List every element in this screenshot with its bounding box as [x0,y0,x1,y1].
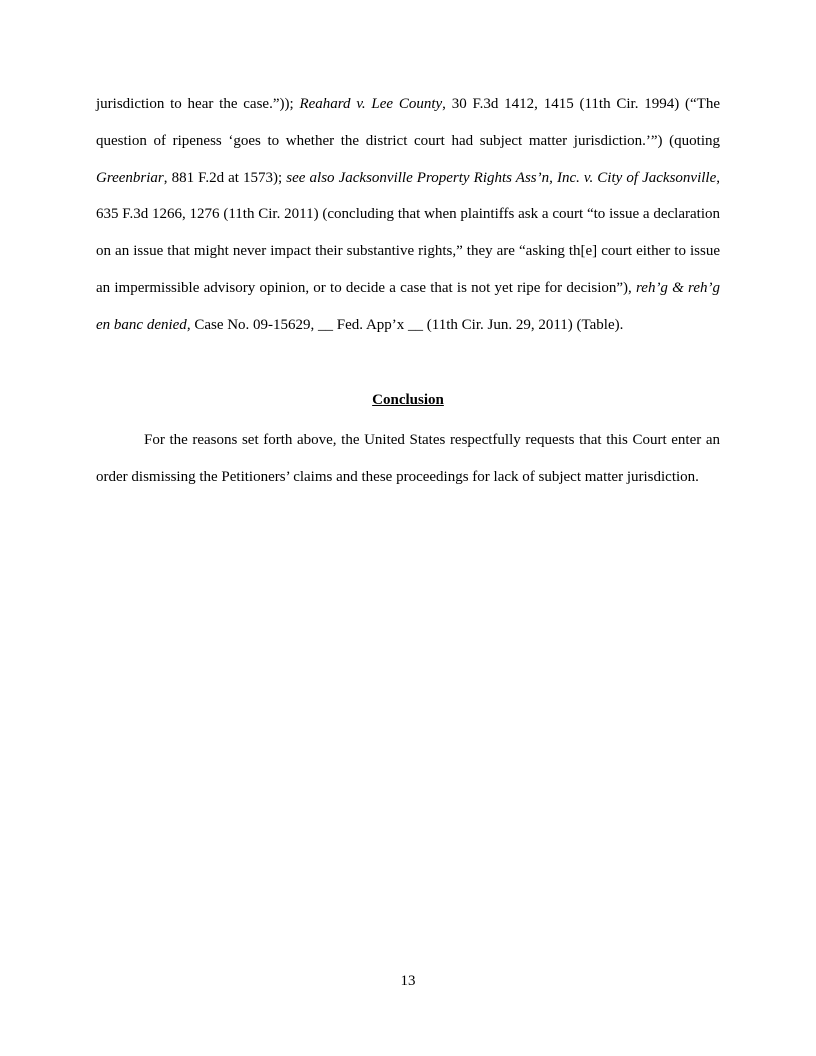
text-run: , Case No. 09-15629, __ Fed. App’x __ (11th Cir. Jun. 29, 2011) (Table). [186,316,624,333]
text-run: , 635 F.3d 1266, 1276 (11th Cir. 2011) (concluding that when plaintiffs ask a court “to issue a declaration on an issue that might never impact their substantive rights,” they are “asking th[e] court either to issue an impermissible advisory opinion, or to decide a case that is not yet ripe for decision”), [96,169,720,296]
section-heading-conclusion: Conclusion [372,392,444,408]
case-name-greenbriar: Greenbriar [96,169,164,186]
procedural-history: reh’g & reh’g en banc denied [96,279,720,333]
body-paragraph-conclusion: For the reasons set forth above, the United States respectfully requests that this Court enter an order dismissing the Petitioners’ claims and these proceedings for lack of subject matter jurisdiction. [96,432,720,485]
body-paragraph-citations [96,86,720,344]
text-run: , 881 F.2d at 1573); [163,169,287,186]
case-name-reahard: Reahard v. Lee County [299,96,443,112]
page-number: 13 [400,973,416,989]
text-run: , 30 F.3d 1412, 1415 (11th Cir. 1994) (“The question of ripeness ‘goes to whether the district court had subject matter jurisdiction.’”) (quoting [96,96,720,149]
case-name-jacksonville: see also Jacksonville Property Rights Ass’n, Inc. v. City of Jacksonville [286,169,717,186]
text-run: jurisdiction to hear the case.”)); [96,96,300,112]
